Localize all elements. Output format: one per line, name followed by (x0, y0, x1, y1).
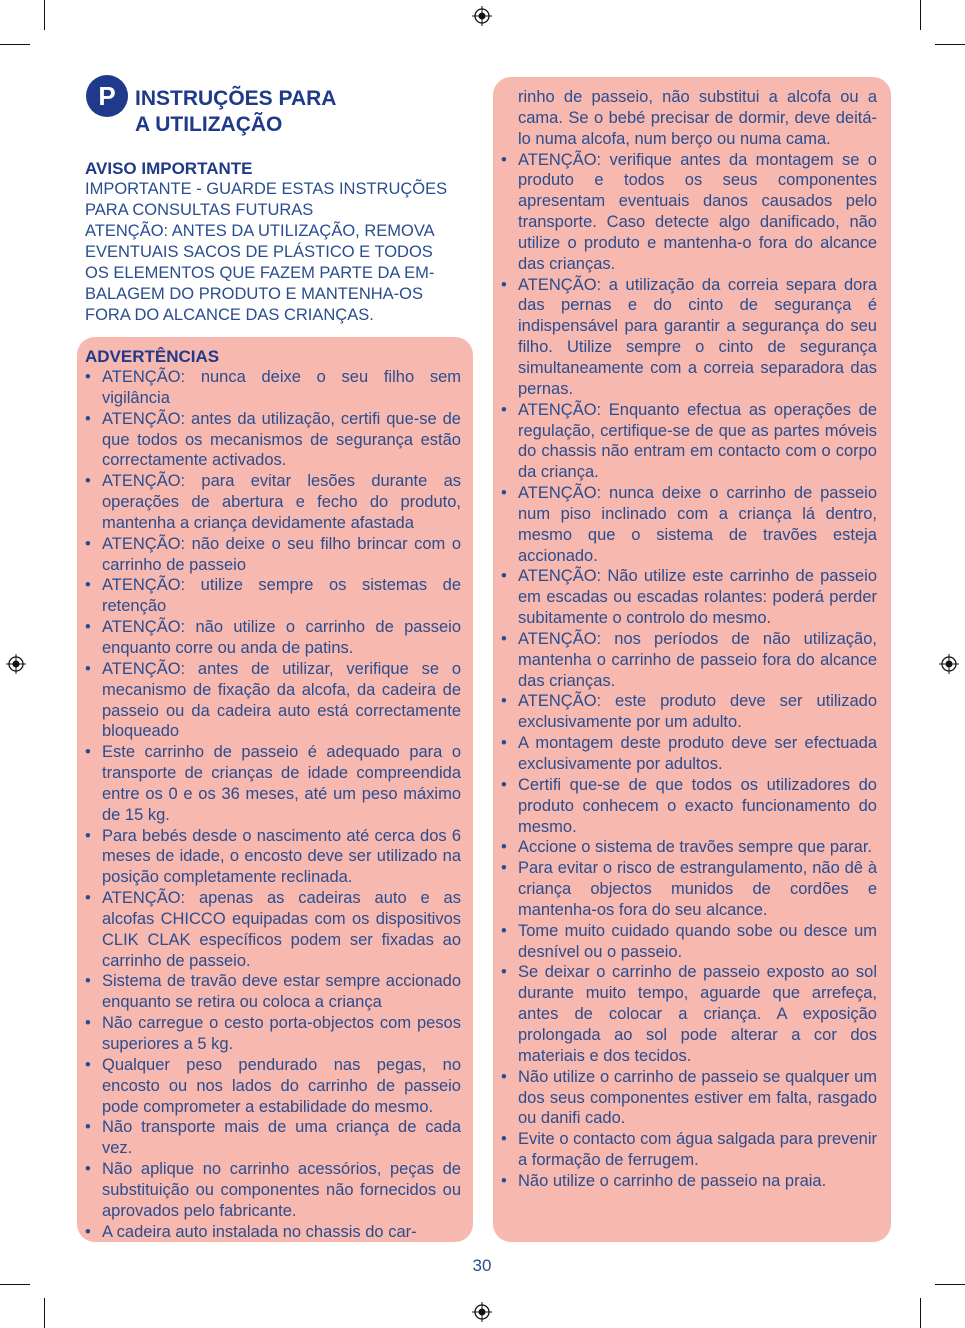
bullet-icon: • (501, 484, 507, 503)
bullet-icon: • (501, 400, 507, 419)
warning-list-item (501, 629, 877, 692)
warning-list-item (501, 691, 877, 733)
warning-list-item (85, 888, 461, 971)
bullet-icon: • (501, 859, 507, 878)
warning-text: ATENÇÃO: apenas as cadeiras auto e as alcofas CHICCO equipadas com os dispositivos CLIK CLAK específicos podem ser fixadas ao carrinho de passeio. (102, 889, 461, 970)
important-notice-line: EVENTUAIS SACOS DE PLÁSTICO E TODOS (85, 243, 433, 261)
warning-text: Qualquer peso pendurado nas pegas, no encosto ou nos lados do carrinho de passeio pode comprometer a estabilidade do mesmo. (102, 1055, 461, 1116)
bullet-icon: • (501, 1171, 507, 1190)
bullet-icon: • (501, 275, 507, 294)
warning-list-item (85, 1222, 461, 1239)
warning-list-item (501, 1067, 877, 1130)
bullet-icon: • (85, 1014, 91, 1033)
warning-text: ATENÇÃO: antes de utilizar, verifique se o mecanismo de fixação da alcofa, da cadeira de passeio ou da cadeira auto está correctamente bloqueado (102, 659, 461, 741)
bullet-icon: • (85, 889, 91, 908)
bullet-icon: • (85, 659, 91, 678)
warning-list-item (85, 659, 461, 742)
bullet-icon: • (501, 1067, 507, 1086)
warning-list-item (501, 566, 877, 629)
warning-list-item (501, 483, 877, 566)
warning-list-item (85, 1055, 461, 1118)
bullet-icon: • (85, 368, 91, 386)
warning-list-item (85, 1013, 461, 1055)
warning-text: Sistema de travão deve estar sempre accionado enquanto se retira ou coloca a criança (102, 972, 461, 1012)
bullet-icon: • (85, 1055, 91, 1074)
bullet-icon: • (85, 409, 91, 428)
warning-text: Para evitar o risco de estrangulamento, não dê à criança objectos munidos de cordões e mantenha-os fora do seu alcance. (518, 859, 877, 919)
warning-list-item (85, 575, 461, 617)
page-title-line-1: INSTRUÇÕES PARA (135, 87, 337, 110)
important-notice-line: FORA DO ALCANCE DAS CRIANÇAS. (85, 306, 374, 324)
warnings-column-left (85, 346, 461, 1239)
bullet-icon: • (85, 743, 91, 762)
warning-text: ATENÇÃO: Enquanto efectua as operações de regulação, certifique-se de que as partes móveis do chassis não entram em contacto com o corpo da criança. (518, 400, 877, 482)
warning-list-item (501, 858, 877, 921)
crop-mark-icon (920, 1298, 921, 1328)
warning-text: Não carregue o cesto porta-objectos com pesos superiores a 5 kg. (102, 1014, 461, 1053)
warning-text: ATENÇÃO: Não utilize este carrinho de passeio em escadas ou escadas rolantes: poderá perder subitamente o controlo do mesmo. (518, 567, 877, 628)
bullet-icon: • (85, 1160, 91, 1179)
bullet-icon: • (85, 826, 91, 845)
page-number: 30 (472, 1256, 492, 1275)
important-notice-line: PARA CONSULTAS FUTURAS (85, 201, 314, 219)
important-notice (85, 158, 461, 326)
bullet-icon: • (501, 775, 507, 794)
bullet-icon: • (85, 472, 91, 491)
warning-text: A montagem deste produto deve ser efectuada exclusivamente por adultos. (518, 734, 877, 773)
language-badge: P (86, 75, 128, 117)
bullet-icon: • (85, 534, 91, 553)
crop-mark-icon (935, 44, 965, 45)
bullet-icon: • (85, 1118, 91, 1137)
page-title-line-2: A UTILIZAÇÃO (135, 113, 283, 136)
warning-list-item (501, 962, 877, 1066)
crop-mark-icon (935, 1284, 965, 1285)
bullet-icon: • (85, 618, 91, 637)
warning-text: ATENÇÃO: nos períodos de não utilização, mantenha o carrinho de passeio fora do alcance das crianças. (518, 629, 877, 690)
warning-list-item (501, 1129, 877, 1171)
bullet-icon: • (85, 972, 91, 991)
registration-mark-icon (472, 1302, 492, 1322)
important-notice-heading: AVISO IMPORTANTE (85, 159, 253, 178)
bullet-icon: • (501, 150, 507, 169)
warning-list-item (85, 471, 461, 534)
warning-text: Este carrinho de passeio é adequado para o transporte de crianças de idade compreendida entre os 0 e os 36 meses, até um peso máximo de 15 kg. (102, 743, 461, 824)
warning-text: Não transporte mais de uma criança de cada vez. (102, 1118, 461, 1158)
crop-mark-icon (44, 1298, 45, 1328)
crop-mark-icon (0, 44, 30, 45)
warning-list-item (85, 617, 461, 659)
warning-text: ATENÇÃO: verifique antes da montagem se o produto e todos os seus componentes apresentam eventuais danos causados pelo transporte. Caso detecte algo danificado, não utilize o produto e mantenha-o fora do alcance das crianças. (518, 150, 877, 273)
bullet-icon: • (501, 734, 507, 753)
bullet-icon: • (501, 1130, 507, 1149)
warning-list-item (85, 1159, 461, 1222)
crop-mark-icon (920, 0, 921, 30)
bullet-icon: • (85, 1222, 91, 1239)
important-notice-body (85, 179, 461, 326)
registration-mark-icon (939, 654, 959, 674)
warning-text: Não aplique no carrinho acessórios, peças de substituição ou componentes não fornecidos ou aprovados pelo fabricante. (102, 1160, 461, 1220)
warning-list-item (501, 400, 877, 483)
warnings-continuation-text: rinho de passeio, não substitui a alcofa ou a cama. Se o bebé precisar de dormir, deve deitá-lo numa alcofa, num berço ou numa cama. (518, 88, 877, 148)
warning-text: ATENÇÃO: nunca deixe o seu filho sem vigilância (102, 368, 461, 407)
warning-text: A cadeira auto instalada no chassis do car- (102, 1222, 417, 1239)
crop-mark-icon (0, 1284, 30, 1285)
warning-text: ATENÇÃO: a utilização da correia separa dora das pernas e do cinto de segurança é indispensável para garantir a segurança do seu filho. Utilize sempre o cinto de segurança simultaneamente com a correia separadora das pernas. (518, 275, 877, 398)
warning-list-item (85, 534, 461, 576)
warning-list-item (85, 742, 461, 825)
warning-text: Evite o contacto com água salgada para prevenir a formação de ferrugem. (518, 1130, 877, 1170)
bullet-icon: • (501, 567, 507, 586)
bullet-icon: • (85, 576, 91, 595)
warning-list-item (501, 775, 877, 838)
important-notice-line: ATENÇÃO: ANTES DA UTILIZAÇÃO, REMOVA (85, 222, 435, 240)
important-notice-line: IMPORTANTE - GUARDE ESTAS INSTRUÇÕES (85, 180, 448, 198)
warning-text: Se deixar o carrinho de passeio exposto ao sol durante muito tempo, aguarde que arrefeça, antes de colocar a criança. A exposição prolongada ao sol pode alterar a cor dos materiais e dos tecidos. (518, 963, 877, 1065)
warning-list-item (501, 275, 877, 400)
important-notice-line: BALAGEM DO PRODUTO E MANTENHA-OS (85, 285, 423, 303)
warning-text: ATENÇÃO: nunca deixe o carrinho de passeio num piso inclinado com a criança lá dentro, mesmo que o sistema de travões esteja accionado. (518, 484, 877, 565)
warning-list-item (501, 733, 877, 775)
warning-text: Certifi que-se de que todos os utilizadores do produto conhecem o exacto funcionamento do mesmo. (518, 775, 877, 836)
warning-list-item (501, 837, 877, 858)
warnings-column-right (501, 87, 877, 1192)
warning-list-item (501, 150, 877, 275)
warning-text: Não utilize o carrinho de passeio se qualquer um dos seus componentes estiver em falta, rasgado ou danifi cado. (518, 1067, 877, 1128)
warning-text: ATENÇÃO: utilize sempre os sistemas de retenção (102, 576, 461, 616)
warning-list-item (85, 409, 461, 472)
warning-list-item (85, 971, 461, 1013)
bullet-icon: • (501, 838, 507, 857)
warnings-list-left (85, 367, 461, 1239)
warning-list-item (85, 1117, 461, 1159)
warnings-list-right (501, 150, 877, 1192)
warning-text: ATENÇÃO: antes da utilização, certifi que-se de que todos os mecanismos de segurança estão correctamente activados. (102, 409, 461, 470)
warning-text: Para bebés desde o nascimento até cerca dos 6 meses de idade, o encosto deve ser utilizado na posição completamente reclinada. (102, 826, 461, 887)
warning-text: ATENÇÃO: este produto deve ser utilizado exclusivamente por um adulto. (518, 692, 877, 732)
warning-text: Não utilize o carrinho de passeio na praia. (518, 1171, 827, 1190)
warning-text: ATENÇÃO: não deixe o seu filho brincar com o carrinho de passeio (102, 534, 461, 574)
warning-text: ATENÇÃO: para evitar lesões durante as operações de abertura e fecho do produto, mantenha a criança devidamente afastada (102, 472, 461, 532)
warning-text: Tome muito cuidado quando sobe ou desce um desnível ou o passeio. (518, 921, 877, 961)
warning-list-item (85, 367, 461, 409)
warning-text: Accione o sistema de travões sempre que parar. (518, 838, 873, 857)
bullet-icon: • (501, 921, 507, 940)
warning-list-item (85, 826, 461, 889)
registration-mark-icon (472, 6, 492, 26)
page-title (135, 86, 455, 138)
registration-mark-icon (6, 654, 26, 674)
crop-mark-icon (44, 0, 45, 30)
warning-list-item (501, 1171, 877, 1192)
warning-text: ATENÇÃO: não utilize o carrinho de passeio enquanto corre ou anda de patins. (102, 618, 461, 657)
important-notice-line: OS ELEMENTOS QUE FAZEM PARTE DA EM- (85, 264, 435, 282)
bullet-icon: • (501, 963, 507, 982)
bullet-icon: • (501, 692, 507, 711)
warning-list-item (501, 921, 877, 963)
warnings-heading: ADVERTÊNCIAS (85, 347, 220, 366)
bullet-icon: • (501, 629, 507, 648)
